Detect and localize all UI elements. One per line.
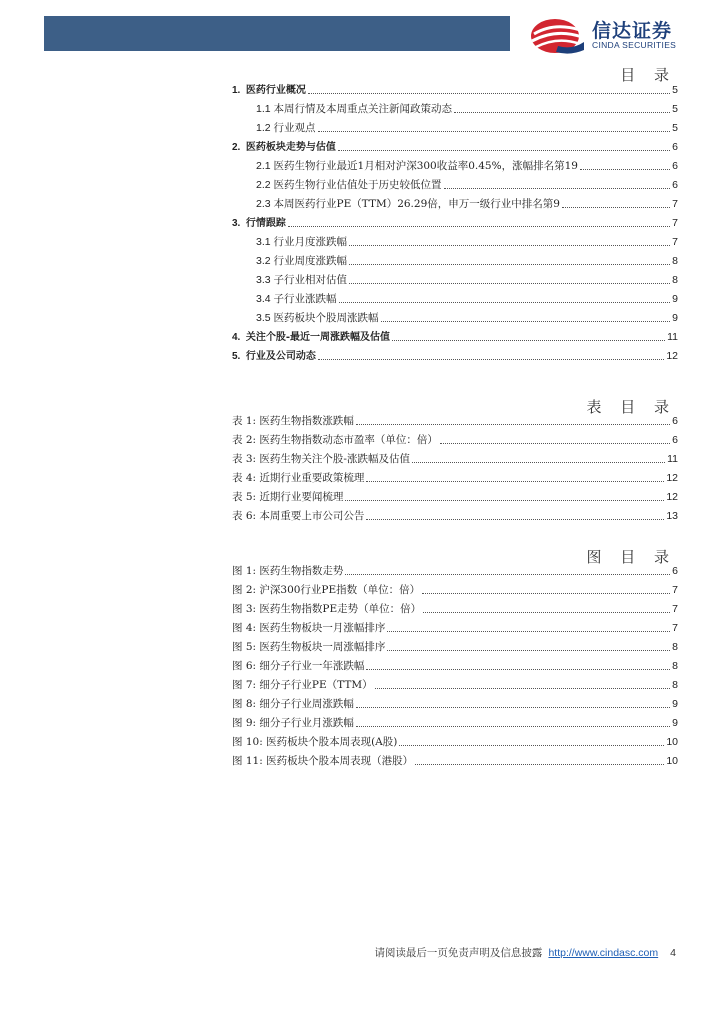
toc-entry-text: 本周行情及本周重点关注新闻政策动态 <box>273 103 453 115</box>
dot-leader <box>422 593 670 594</box>
toc-entry-text: 表 4: 近期行业重要政策梳理 <box>232 472 365 484</box>
toc-entry[interactable] <box>232 325 678 344</box>
figure-list-entry[interactable] <box>232 616 678 635</box>
toc-entry-page: 6 <box>672 141 678 153</box>
dot-leader <box>415 764 664 765</box>
toc-entry-text: 医药行业概况 <box>245 85 306 96</box>
footer-url-link[interactable]: http://www.cindasc.com <box>548 947 659 959</box>
header-bar <box>44 16 510 51</box>
toc-entry-page: 7 <box>672 236 678 248</box>
toc-entry-text: 表 2: 医药生物指数动态市盈率（单位：倍） <box>232 434 438 446</box>
toc-entry-text: 图 5: 医药生物板块一周涨幅排序 <box>232 641 386 653</box>
toc-entry-text: 行情跟踪 <box>245 218 286 229</box>
toc-entry-number: 3.2 <box>256 255 274 267</box>
toc-entry-text: 医药板块走势与估值 <box>245 142 336 153</box>
toc-entry-page: 7 <box>672 584 678 596</box>
toc-title: 目 录 <box>620 66 676 84</box>
dot-leader <box>366 481 664 482</box>
figures-title: 图 目 录 <box>586 548 676 566</box>
toc-entry-page: 8 <box>672 660 678 672</box>
toc-entry-page: 11 <box>667 331 678 343</box>
toc-entry-number: 2.1 <box>256 160 274 172</box>
toc-entry-page: 12 <box>666 472 678 484</box>
toc-entry-page: 6 <box>672 179 678 191</box>
figure-list-entry[interactable] <box>232 635 678 654</box>
dot-leader <box>339 302 671 303</box>
toc-entry-text: 医药生物行业估值处于历史较低位置 <box>273 179 442 191</box>
toc-entry-text: 图 8: 细分子行业周涨跌幅 <box>232 698 354 710</box>
toc-entry-text: 图 11: 医药板块个股本周表现（港股） <box>232 755 414 767</box>
toc-entry[interactable] <box>232 268 678 287</box>
dot-leader <box>366 669 670 670</box>
toc-entry-text: 医药生物行业最近1月相对沪深300收益率0.45%，涨幅排名第19 <box>273 160 578 172</box>
toc-entry-text: 图 3: 医药生物指数PE走势（单位：倍） <box>232 603 422 615</box>
list-of-tables <box>232 409 678 523</box>
toc-entry-number: 5. <box>232 351 246 362</box>
dot-leader <box>356 707 670 708</box>
toc-entry-page: 8 <box>672 679 678 691</box>
toc-entry-text: 图 10: 医药板块个股本周表现(A股) <box>232 736 398 748</box>
toc-entry-number: 2.3 <box>256 198 274 210</box>
toc-entry-page: 12 <box>666 491 678 503</box>
dot-leader <box>381 321 671 322</box>
toc-entry-page: 6 <box>672 565 678 577</box>
toc-entry-page: 8 <box>672 641 678 653</box>
toc-entry-page: 10 <box>666 755 678 767</box>
figure-list-entry[interactable] <box>232 597 678 616</box>
dot-leader <box>580 169 670 170</box>
toc-entry[interactable] <box>232 154 678 173</box>
toc-entry[interactable] <box>232 230 678 249</box>
toc-entry-text: 图 2: 沪深300行业PE指数（单位：倍） <box>232 584 421 596</box>
toc-entry-page: 7 <box>672 198 678 210</box>
dot-leader <box>423 612 670 613</box>
toc-entry[interactable] <box>232 344 678 363</box>
toc-entry-number: 2.2 <box>256 179 274 191</box>
dot-leader <box>349 245 670 246</box>
toc-entry-page: 12 <box>666 350 678 362</box>
dot-leader <box>375 688 671 689</box>
figure-list-entry[interactable] <box>232 749 678 768</box>
toc-entry-number: 2. <box>232 142 246 153</box>
toc-entry-page: 9 <box>672 698 678 710</box>
toc-entry-page: 9 <box>672 312 678 324</box>
toc-entry-text: 行业观点 <box>273 122 316 134</box>
toc-entry-text: 子行业相对估值 <box>273 274 348 286</box>
dot-leader <box>338 150 670 151</box>
toc-entry[interactable] <box>232 97 678 116</box>
toc-entry-page: 5 <box>672 122 678 134</box>
toc-entry-page: 5 <box>672 84 678 96</box>
footer-disclaimer: 请阅读最后一页免责声明及信息披露 <box>374 947 543 959</box>
toc-entry-text: 图 4: 医药生物板块一月涨幅排序 <box>232 622 386 634</box>
toc-entry-page: 5 <box>672 103 678 115</box>
toc-entry-number: 1. <box>232 85 246 96</box>
dot-leader <box>356 726 670 727</box>
dot-leader <box>349 264 670 265</box>
toc-entry[interactable] <box>232 249 678 268</box>
dot-leader <box>444 188 671 189</box>
toc-entry-text: 表 6: 本周重要上市公司公告 <box>232 510 365 522</box>
toc-entry-text: 本周医药行业PE（TTM）26.29倍，申万一级行业中排名第9 <box>273 198 560 210</box>
dot-leader <box>356 424 670 425</box>
toc-entry-text: 表 3: 医药生物关注个股-涨跌幅及估值 <box>232 453 410 465</box>
table-list-entry[interactable] <box>232 447 678 466</box>
figure-list-entry[interactable] <box>232 692 678 711</box>
dot-leader <box>387 631 670 632</box>
toc-entry-page: 7 <box>672 217 678 229</box>
footer <box>374 945 676 960</box>
table-list-entry[interactable] <box>232 504 678 523</box>
figure-list-entry[interactable] <box>232 559 678 578</box>
tables-title: 表 目 录 <box>586 398 676 416</box>
toc-entry[interactable] <box>232 78 678 97</box>
toc-entry-text: 图 6: 细分子行业一年涨跌幅 <box>232 660 365 672</box>
dot-leader <box>387 650 670 651</box>
table-list-entry[interactable] <box>232 466 678 485</box>
figure-list-entry[interactable] <box>232 730 678 749</box>
toc-entry[interactable] <box>232 306 678 325</box>
toc-entry[interactable] <box>232 287 678 306</box>
toc-entry-number: 3.1 <box>256 236 274 248</box>
dot-leader <box>562 207 670 208</box>
toc-entry-page: 9 <box>672 293 678 305</box>
toc-entry-text: 行业及公司动态 <box>245 351 316 362</box>
dot-leader <box>308 93 670 94</box>
toc-entry-page: 6 <box>672 434 678 446</box>
logo-chinese-name: 信达证券 <box>592 20 673 42</box>
dot-leader <box>345 500 664 501</box>
figure-list-entry[interactable] <box>232 654 678 673</box>
toc-entry-number: 1.1 <box>256 103 274 115</box>
dot-leader <box>366 519 664 520</box>
toc-entry-text: 子行业涨跌幅 <box>273 293 337 305</box>
toc-entry-number: 1.2 <box>256 122 274 134</box>
dot-leader <box>318 359 664 360</box>
toc-entry-text: 图 7: 细分子行业PE（TTM） <box>232 679 373 691</box>
dot-leader <box>288 226 670 227</box>
logo-english-name: CINDA SECURITIES <box>592 40 677 50</box>
dot-leader <box>345 574 670 575</box>
cinda-logo-mark-icon <box>528 16 586 56</box>
table-list-entry[interactable] <box>232 409 678 428</box>
toc-entry-number: 4. <box>232 332 246 343</box>
figure-list-entry[interactable] <box>232 711 678 730</box>
toc-entry-number: 3.5 <box>256 312 274 324</box>
dot-leader <box>454 112 670 113</box>
toc-entry-number: 3.3 <box>256 274 274 286</box>
toc-entry-text: 表 1: 医药生物指数涨跌幅 <box>232 415 354 427</box>
toc-entry-page: 8 <box>672 255 678 267</box>
dot-leader <box>412 462 665 463</box>
toc-entry-page: 7 <box>672 622 678 634</box>
page-number: 4 <box>670 947 676 959</box>
toc-entry[interactable] <box>232 192 678 211</box>
dot-leader <box>440 443 670 444</box>
toc-entry-text: 行业周度涨跌幅 <box>273 255 348 267</box>
figure-list-entry[interactable] <box>232 673 678 692</box>
toc-entry[interactable] <box>232 173 678 192</box>
toc-entry-page: 7 <box>672 603 678 615</box>
dot-leader <box>392 340 665 341</box>
toc-entry-text: 行业月度涨跌幅 <box>273 236 348 248</box>
dot-leader <box>399 745 664 746</box>
toc-entry-text: 表 5: 近期行业要闻梳理 <box>232 491 344 503</box>
toc-entry-page: 6 <box>672 160 678 172</box>
toc-entry-text: 图 1: 医药生物指数走势 <box>232 565 344 577</box>
toc-entry-page: 13 <box>666 510 678 522</box>
toc-entry-text: 图 9: 细分子行业月涨跌幅 <box>232 717 354 729</box>
toc-entry-number: 3. <box>232 218 246 229</box>
toc-entry-number: 3.4 <box>256 293 274 305</box>
toc-entry[interactable] <box>232 116 678 135</box>
table-list-entry[interactable] <box>232 428 678 447</box>
toc-entry-page: 11 <box>667 453 678 465</box>
toc-entry-text: 关注个股-最近一周涨跌幅及估值 <box>245 332 391 343</box>
list-of-figures <box>232 559 678 768</box>
cinda-logo <box>528 14 708 58</box>
toc-entry-text: 医药板块个股周涨跌幅 <box>273 312 379 324</box>
toc-entry-page: 8 <box>672 274 678 286</box>
dot-leader <box>349 283 670 284</box>
toc-entry[interactable] <box>232 211 678 230</box>
table-of-contents <box>232 78 678 363</box>
dot-leader <box>318 131 671 132</box>
toc-entry-page: 9 <box>672 717 678 729</box>
toc-entry-page: 10 <box>666 736 678 748</box>
figure-list-entry[interactable] <box>232 578 678 597</box>
toc-entry-page: 6 <box>672 415 678 427</box>
table-list-entry[interactable] <box>232 485 678 504</box>
toc-entry[interactable] <box>232 135 678 154</box>
